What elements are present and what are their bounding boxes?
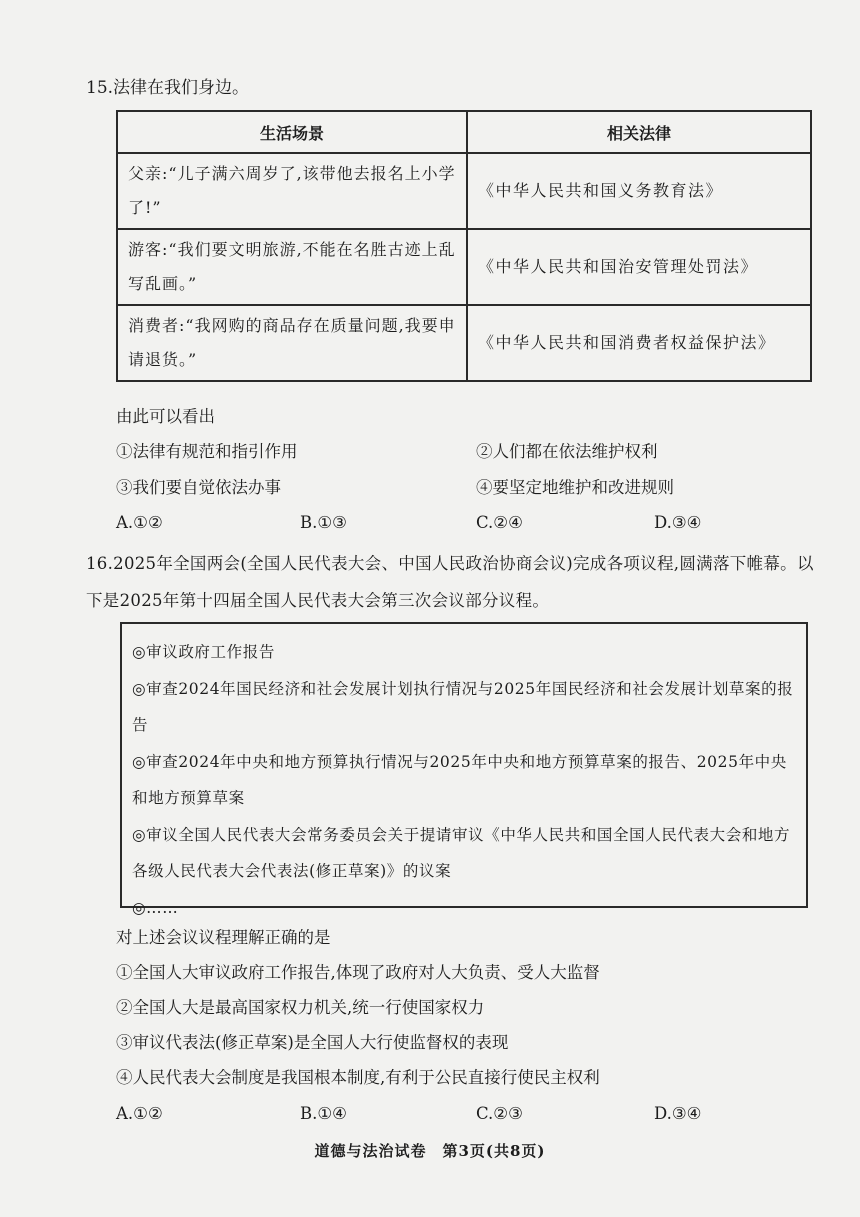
law-table	[116, 110, 812, 382]
table-cell-scene: 父亲:“儿子满六周岁了,该带他去报名上小学了!”	[117, 153, 467, 229]
table-row	[117, 305, 811, 381]
statement: ①法律有规范和指引作用	[116, 442, 298, 461]
statement: ④人民代表大会制度是我国根本制度,有利于公民直接行使民主权利	[116, 1068, 600, 1087]
agenda-item: ◎审议政府工作报告	[132, 643, 275, 661]
table-cell-law: 《中华人民共和国治安管理处罚法》	[467, 229, 811, 305]
question-16-stem: 对上述会议议程理解正确的是	[116, 928, 331, 947]
page-footer: 道德与法治试卷 第3页(共8页)	[314, 1142, 546, 1160]
table-row	[117, 153, 811, 229]
answer-option-a[interactable]: A.①②	[116, 513, 163, 532]
answer-option-c[interactable]: C.②③	[476, 1104, 523, 1123]
agenda-item: ◎……	[132, 898, 179, 917]
answer-option-c[interactable]: C.②④	[476, 513, 523, 532]
answer-option-a[interactable]: A.①②	[116, 1104, 163, 1123]
table-row	[117, 229, 811, 305]
agenda-item: ◎审查2024年中央和地方预算执行情况与2025年中央和地方预算草案的报告、2025年中央和地方预算草案	[132, 752, 787, 807]
table-header: 生活场景	[117, 111, 467, 153]
table-cell-scene: 游客:“我们要文明旅游,不能在名胜古迹上乱写乱画。”	[117, 229, 467, 305]
answer-option-d[interactable]: D.③④	[654, 1104, 702, 1123]
agenda-box	[120, 622, 808, 917]
table-header: 相关法律	[467, 111, 811, 153]
statement: ④要坚定地维护和改进规则	[476, 478, 674, 497]
agenda-item: ◎审议全国人民代表大会常务委员会关于提请审议《中华人民共和国全国人民代表大会和地方各级人民代表大会代表法(修正草案)》的议案	[132, 825, 791, 880]
statement: ②全国人大是最高国家权力机关,统一行使国家权力	[116, 998, 485, 1017]
question-16-intro: 16.2025年全国两会(全国人民代表大会、中国人民政治协商会议)完成各项议程,圆满落下帷幕。以下是2025年第十四届全国人民代表大会第三次会议部分议程。	[86, 554, 814, 610]
statement: ①全国人大审议政府工作报告,体现了政府对人大负责、受人大监督	[116, 963, 600, 982]
answer-option-b[interactable]: B.①④	[300, 1104, 347, 1123]
agenda-item: ◎审查2024年国民经济和社会发展计划执行情况与2025年国民经济和社会发展计划草案的报告	[132, 679, 794, 734]
question-15-stem: 由此可以看出	[116, 407, 215, 426]
answer-option-d[interactable]: D.③④	[654, 513, 702, 532]
statement: ②人们都在依法维护权利	[476, 442, 658, 461]
question-15-title: 15.法律在我们身边。	[86, 78, 250, 98]
table-cell-law: 《中华人民共和国消费者权益保护法》	[467, 305, 811, 381]
statement: ③我们要自觉依法办事	[116, 478, 281, 497]
table-header-row	[117, 111, 811, 153]
table-cell-scene: 消费者:“我网购的商品存在质量问题,我要申请退货。”	[117, 305, 467, 381]
statement: ③审议代表法(修正草案)是全国人大行使监督权的表现	[116, 1033, 509, 1052]
table-cell-law: 《中华人民共和国义务教育法》	[467, 153, 811, 229]
answer-option-b[interactable]: B.①③	[300, 513, 347, 532]
